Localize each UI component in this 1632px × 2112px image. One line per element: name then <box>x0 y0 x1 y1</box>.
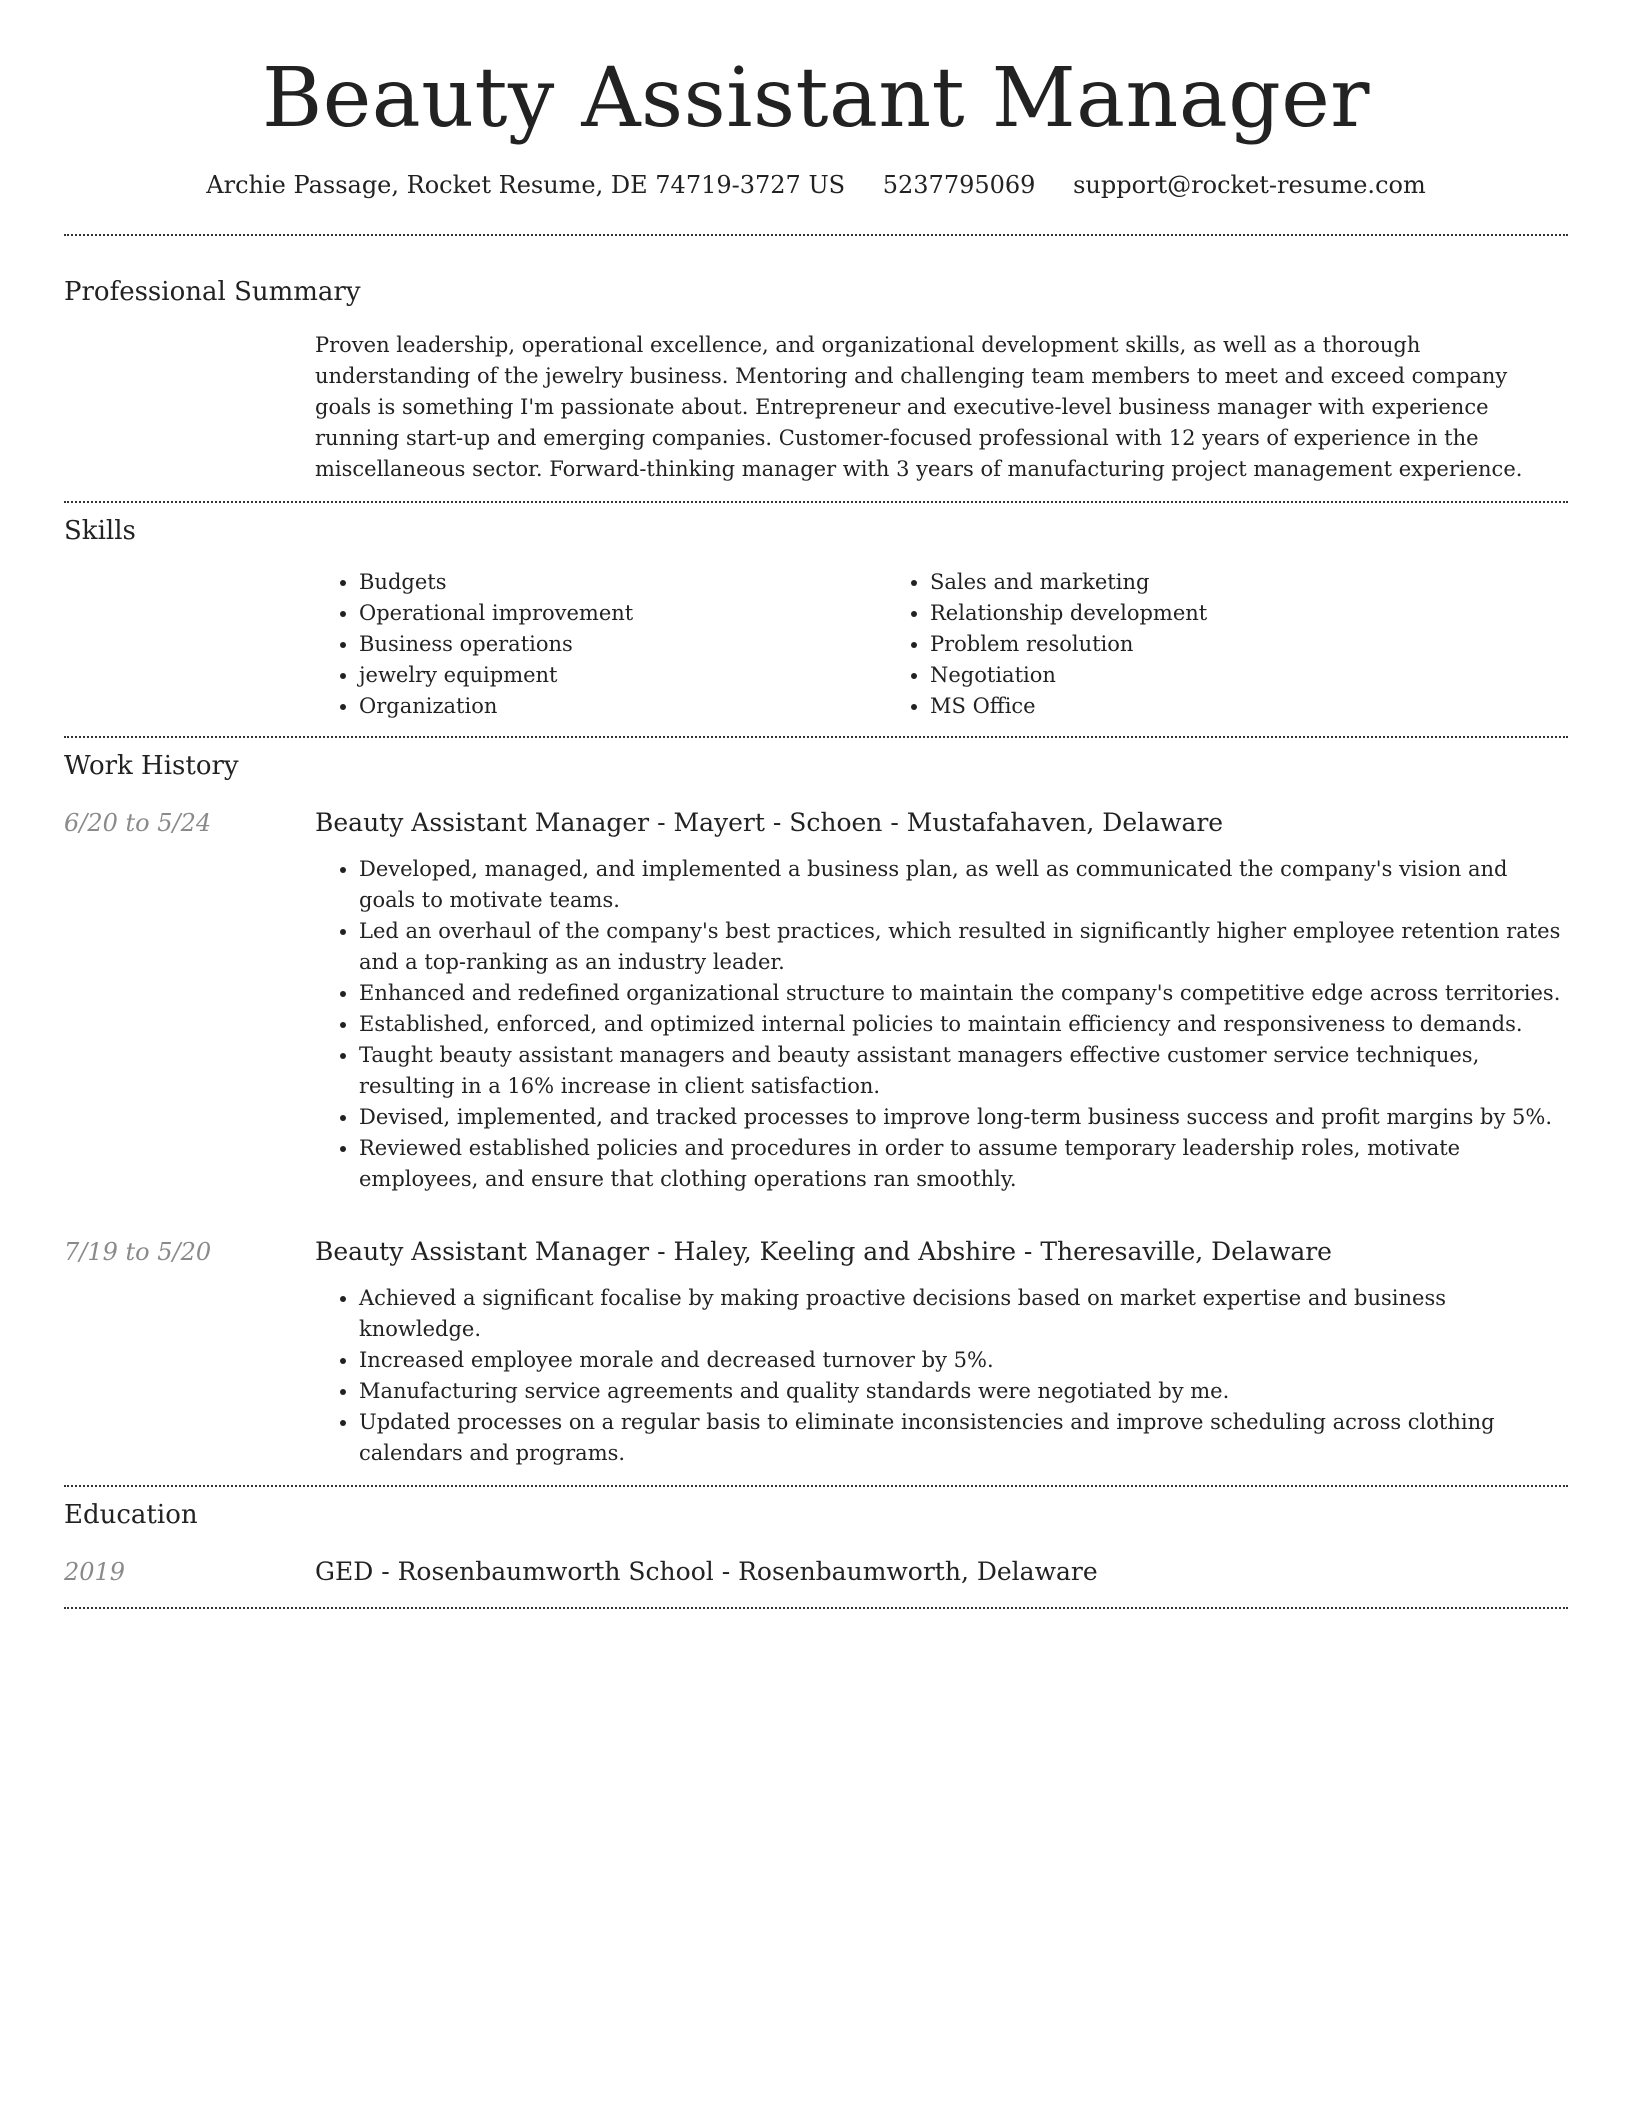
skills-columns <box>315 567 1568 736</box>
skill-item: • Business operations <box>359 629 886 660</box>
education-entry <box>64 1555 1568 1589</box>
skill-item: • Sales and marketing <box>930 567 1457 598</box>
job-heading: Beauty Assistant Manager - Haley, Keeling and Abshire - Theresaville, Delaware <box>315 1237 1332 1266</box>
job-bullets-wrap <box>315 854 1568 1195</box>
contact-phone: 5237795069 <box>882 171 1036 199</box>
job-bullet: • Increased employee morale and decreased turnover by 5%. <box>359 1345 1568 1376</box>
job-bullet: • Achieved a significant focalise by making proactive decisions based on market expertise and business knowledge. <box>359 1283 1568 1345</box>
skill-item: • jewelry equipment <box>359 660 886 691</box>
job-bullet: • Led an overhaul of the company's best practices, which resulted in significantly higher employee retention rates and a top-ranking as an industry leader. <box>359 916 1568 978</box>
resume-title: Beauty Assistant Manager <box>262 51 1370 146</box>
skill-item: • Problem resolution <box>930 629 1457 660</box>
job-header-row <box>64 1235 1568 1269</box>
job-bullet: • Developed, managed, and implemented a business plan, as well as communicated the company's vision and goals to motivate teams. <box>359 854 1568 916</box>
skills-list-right <box>886 567 1457 722</box>
skill-item: • Budgets <box>359 567 886 598</box>
job-bullet: • Reviewed established policies and procedures in order to assume temporary leadership roles, motivate employees, and ensure that clothing operations ran smoothly. <box>359 1133 1568 1195</box>
skill-item: • Operational improvement <box>359 598 886 629</box>
work-history-section <box>64 738 1568 1485</box>
contact-address: Archie Passage, Rocket Resume, DE 74719-3727 US <box>206 171 846 199</box>
summary-section <box>64 236 1568 501</box>
section-title-work-history: Work History <box>64 751 239 781</box>
job-entry <box>64 1235 1568 1469</box>
education-year: 2019 <box>64 1558 126 1586</box>
education-section <box>64 1487 1568 1607</box>
job-bullet: • Enhanced and redefined organizational structure to maintain the company's competitive edge across territories. <box>359 978 1568 1009</box>
job-bullet: • Established, enforced, and optimized internal policies to maintain efficiency and responsiveness to demands. <box>359 1009 1568 1040</box>
job-bullet: • Updated processes on a regular basis to eliminate inconsistencies and improve scheduling across clothing calendars and programs. <box>359 1407 1568 1469</box>
skill-item: • Negotiation <box>930 660 1457 691</box>
contact-email: support@rocket-resume.com <box>1073 171 1426 199</box>
divider <box>64 1607 1568 1609</box>
section-title-skills: Skills <box>64 516 136 546</box>
job-bullets <box>315 854 1568 1195</box>
skill-item: • Organization <box>359 691 886 722</box>
education-heading: GED - Rosenbaumworth School - Rosenbaumworth, Delaware <box>315 1557 1098 1586</box>
job-dates: 7/19 to 5/20 <box>64 1238 212 1266</box>
section-title-summary: Professional Summary <box>64 277 361 307</box>
summary-text: Proven leadership, operational excellence, and organizational development skills, as well as a thorough understanding of the jewelry business. Mentoring and challenging team members to meet and exceed company goals is something I'm passionate about. Entrepreneur and executive-level business manager with experience running start-up and emerging companies. Customer-focused professional with 12 years of experience in the miscellaneous sector. Forward-thinking manager with 3 years of manufacturing project management experience. <box>315 333 1523 481</box>
skill-item: • MS Office <box>930 691 1457 722</box>
skills-list-left <box>315 567 886 722</box>
job-entry <box>64 806 1568 1195</box>
skills-section <box>64 503 1568 736</box>
job-dates: 6/20 to 5/24 <box>64 809 212 837</box>
section-title-education: Education <box>64 1500 198 1530</box>
job-heading: Beauty Assistant Manager - Mayert - Schoen - Mustafahaven, Delaware <box>315 808 1224 837</box>
job-bullet: • Devised, implemented, and tracked processes to improve long-term business success and profit margins by 5%. <box>359 1102 1568 1133</box>
job-bullet: • Manufacturing service agreements and quality standards were negotiated by me. <box>359 1376 1568 1407</box>
contact-line <box>64 170 1568 200</box>
job-bullets <box>315 1283 1568 1469</box>
job-bullet: • Taught beauty assistant managers and beauty assistant managers effective customer service techniques, resulting in a 16% increase in client satisfaction. <box>359 1040 1568 1102</box>
job-header-row <box>64 806 1568 840</box>
skill-item: • Relationship development <box>930 598 1457 629</box>
job-bullets-wrap <box>315 1283 1568 1469</box>
